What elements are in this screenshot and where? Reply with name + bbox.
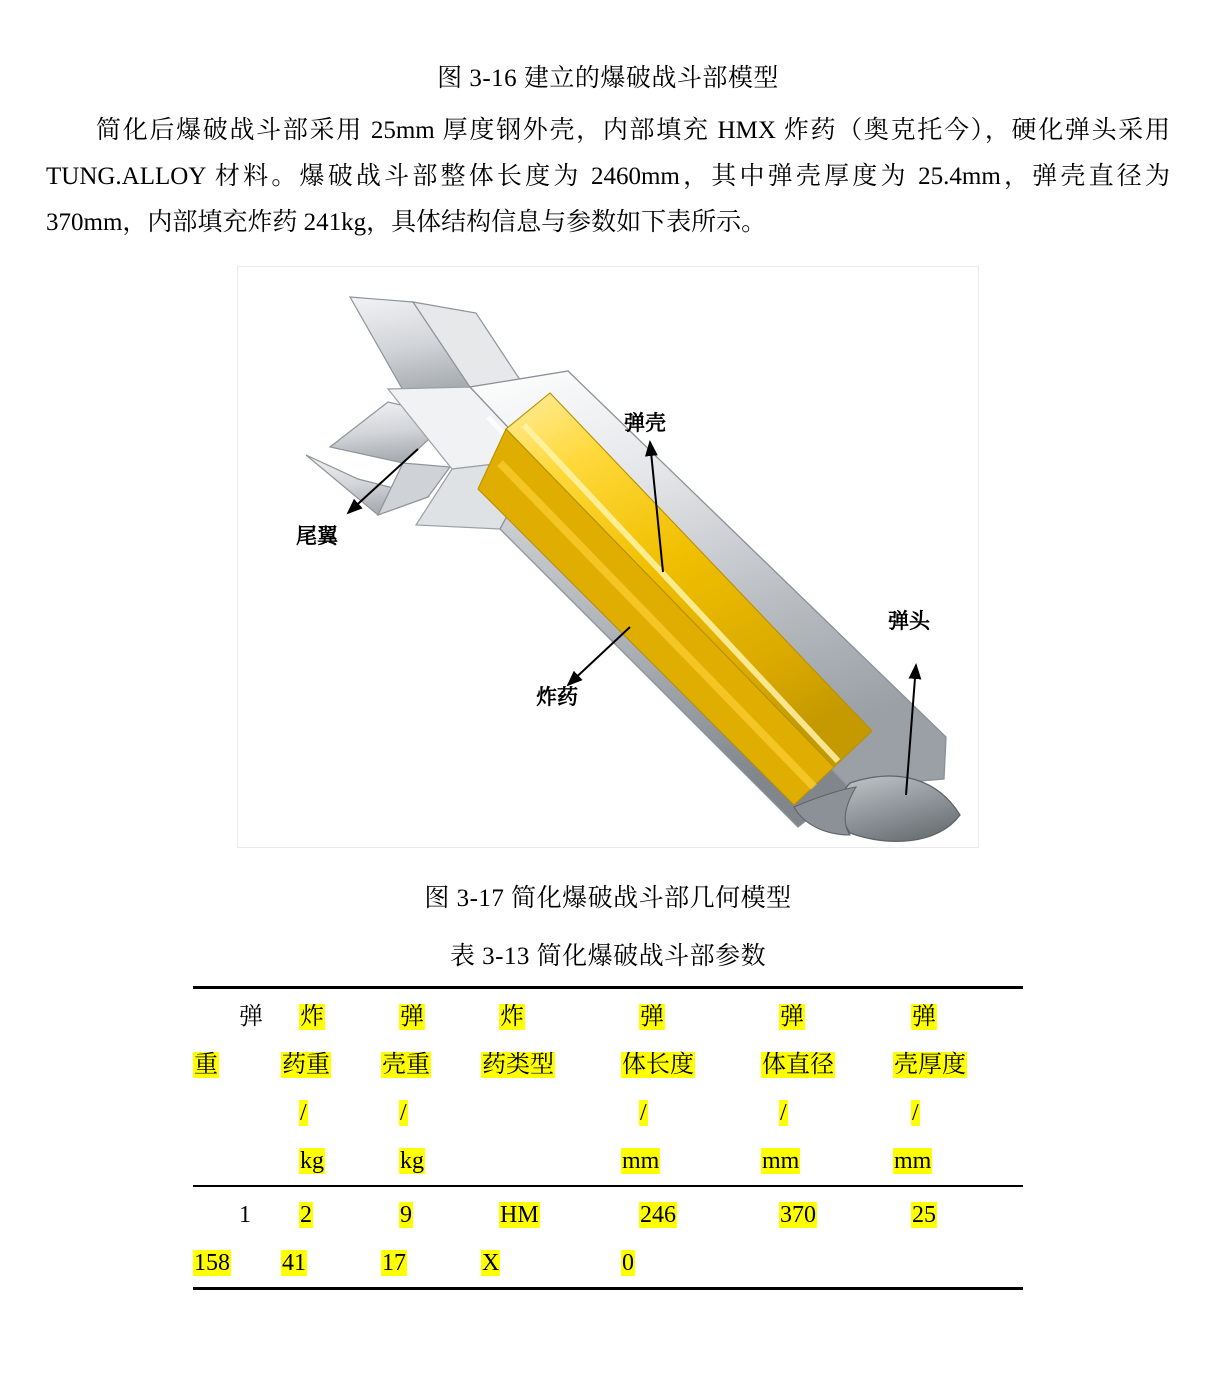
figure-caption-3-16: 图 3-16 建立的爆破战斗部模型 bbox=[437, 65, 779, 92]
table-header-cell-6 bbox=[761, 993, 893, 1186]
value-3-bottom: 17 bbox=[382, 1250, 406, 1276]
header-7-line-3: / bbox=[912, 1100, 919, 1126]
explosive-core bbox=[478, 393, 872, 805]
value-6-top: 370 bbox=[780, 1202, 816, 1228]
figure-label-fin: 尾翼 bbox=[296, 525, 338, 548]
header-6-line-4: mm bbox=[762, 1148, 800, 1174]
header-5-line-3: / bbox=[640, 1100, 647, 1126]
table-header-row bbox=[193, 993, 1023, 1186]
header-5-line-1: 弹 bbox=[640, 1004, 664, 1030]
document-page bbox=[0, 58, 1216, 1388]
header-3-line-2: 壳重 bbox=[382, 1052, 430, 1078]
params-table bbox=[193, 986, 1023, 1294]
table-header-cell-1 bbox=[193, 993, 281, 1186]
header-6-line-1: 弹 bbox=[780, 1004, 804, 1030]
header-7-line-2: 壳厚度 bbox=[894, 1052, 966, 1078]
table-cell-2 bbox=[281, 1191, 381, 1289]
header-2-line-4: kg bbox=[300, 1148, 324, 1174]
header-2-line-2: 药重 bbox=[282, 1052, 330, 1078]
body-paragraph: 简化后爆破战斗部采用 25mm 厚度钢外壳，内部填充 HMX 炸药（奥克托今），硬化弹头采用 TUNG.ALLOY 材料。爆破战斗部整体长度为 2460mm，其中弹壳厚度为 25.4mm，弹壳直径为 370mm，内部填充炸药 241kg，具体结构信息与参数如下表所示。 bbox=[46, 117, 1170, 236]
figure-label-explosive: 炸药 bbox=[536, 686, 578, 709]
table-cell-7 bbox=[893, 1191, 1023, 1289]
warhead-illustration bbox=[238, 267, 976, 845]
header-7-line-4: mm bbox=[894, 1148, 932, 1174]
value-3-top: 9 bbox=[400, 1202, 412, 1228]
table-header-cell-4 bbox=[481, 993, 621, 1186]
header-2-line-1: 炸 bbox=[300, 1004, 324, 1030]
value-7-top: 25 bbox=[912, 1202, 936, 1228]
header-2-line-3: / bbox=[300, 1100, 307, 1126]
header-3-line-4: kg bbox=[400, 1148, 424, 1174]
header-4-line-2: 药类型 bbox=[482, 1052, 554, 1078]
value-4-bottom: X bbox=[482, 1250, 500, 1276]
value-5-bottom: 0 bbox=[622, 1250, 634, 1276]
params-table-wrap bbox=[193, 986, 1023, 1294]
value-1-top: 1 bbox=[239, 1202, 251, 1228]
table-cell-3 bbox=[381, 1191, 481, 1289]
table-cell-5 bbox=[621, 1191, 761, 1289]
table-rule-bottom bbox=[193, 1289, 1023, 1295]
header-4-line-1: 炸 bbox=[500, 1004, 524, 1030]
header-1-line-2: 重 bbox=[194, 1052, 218, 1078]
header-5-line-2: 体长度 bbox=[622, 1052, 694, 1078]
table-caption-3-13: 表 3-13 简化爆破战斗部参数 bbox=[449, 943, 767, 970]
table-cell-4 bbox=[481, 1191, 621, 1289]
value-2-bottom: 41 bbox=[282, 1250, 306, 1276]
figure-caption-3-17: 图 3-17 简化爆破战斗部几何模型 bbox=[424, 885, 792, 912]
table-header-cell-3 bbox=[381, 993, 481, 1186]
header-6-line-2: 体直径 bbox=[762, 1052, 834, 1078]
table-header-cell-2 bbox=[281, 993, 381, 1186]
table-header-cell-7 bbox=[893, 993, 1023, 1186]
warhead-figure bbox=[237, 266, 979, 848]
value-1-bottom: 158 bbox=[194, 1250, 230, 1276]
value-2-top: 2 bbox=[300, 1202, 312, 1228]
header-3-line-1: 弹 bbox=[400, 1004, 424, 1030]
value-4-top: HM bbox=[500, 1202, 539, 1228]
header-3-line-3: / bbox=[400, 1100, 407, 1126]
header-1-line-1: 弹 bbox=[239, 1004, 263, 1030]
header-5-line-4: mm bbox=[622, 1148, 660, 1174]
figure-label-shell: 弹壳 bbox=[624, 412, 666, 435]
header-7-line-1: 弹 bbox=[912, 1004, 936, 1030]
figure-label-warhead-nose: 弹头 bbox=[888, 610, 930, 633]
value-5-top: 246 bbox=[640, 1202, 676, 1228]
header-6-line-3: / bbox=[780, 1100, 787, 1126]
table-header-cell-5 bbox=[621, 993, 761, 1186]
table-row bbox=[193, 1191, 1023, 1289]
table-cell-1 bbox=[193, 1191, 281, 1289]
table-cell-6 bbox=[761, 1191, 893, 1289]
